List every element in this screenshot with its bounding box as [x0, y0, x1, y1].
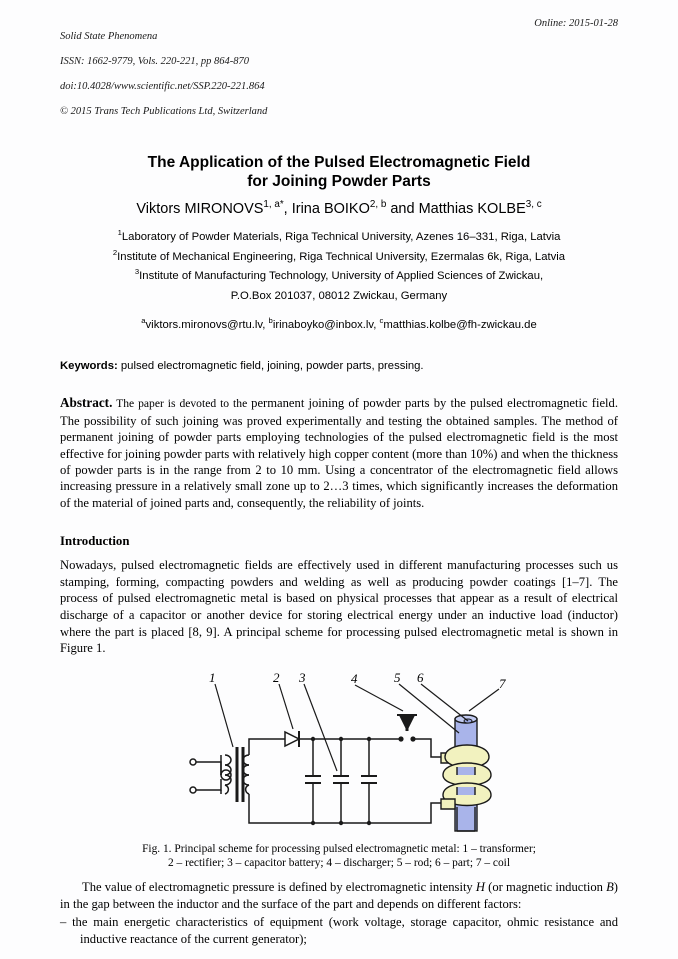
- circuit-diagram-svg: [169, 671, 509, 836]
- input-wire-bottom: [196, 779, 221, 790]
- keywords-label: Keywords:: [60, 360, 118, 373]
- figure-label-1: 1: [209, 670, 216, 685]
- figure-label-6: 6: [417, 670, 424, 685]
- email-b[interactable]: irinaboyko@inbox.lv,: [272, 319, 380, 332]
- author-2-name: Irina BOIKO: [291, 201, 370, 218]
- figure-caption-line-2: 2 – rectifier; 3 – capacitor battery; 4 – discharger; 5 – rod; 6 – part; 7 – coil: [167, 857, 511, 870]
- title-line-1: The Application of the Pulsed Electromagnetic Field: [147, 154, 531, 172]
- rod-front-1: [457, 767, 475, 775]
- factor-text: the main energetic characteristics of equipment (work voltage, storage capacitor, ohmic resistance and inductive reactance of the current generator);: [72, 915, 618, 946]
- keywords-values: pulsed electromagnetic field, joining, powder parts, pressing.: [117, 360, 424, 373]
- section-heading-introduction: Introduction: [60, 534, 130, 549]
- rod-front-3: [457, 807, 475, 829]
- figure-label-3: 3: [299, 670, 306, 685]
- closing-text-mid: (or magnetic induction: [485, 879, 607, 894]
- copyright-line: © 2015 Trans Tech Publications Ltd, Switzerland: [60, 106, 268, 118]
- wire-to-coil-top: [413, 739, 441, 757]
- secondary-lead-bottom: [249, 794, 269, 823]
- transformer-secondary-arc-4: [246, 785, 249, 794]
- input-terminal-bottom-icon: [190, 787, 196, 793]
- email-b-marker: b: [268, 316, 273, 326]
- transformer-core: [237, 747, 243, 802]
- figure-caption-line-1: Fig. 1. Principal scheme for processing pulsed electromagnetic metal: 1 – transformer;: [142, 842, 536, 855]
- affiliation-3-address: P.O.Box 201037, 08012 Zwickau, Germany: [230, 289, 448, 302]
- figure-label-4: 4: [351, 670, 358, 686]
- closing-text-after: ) in the gap between the inductor and the surface of the part and depends on different factors:: [60, 879, 618, 911]
- abstract-text: permanent joining of powder parts by the pulsed electromagnetic field. The possibility of such joining was proved experimentally and testing the obtained samples. The method of permanent joining of powder parts employing technologies of the pulsed electromagnetic field is the most effective for joining powder parts with relatively high copper content (more than 10%) and when the thickness of powder parts is in the range from 2 to 10 mm. Using a concentrator of the electromagnetic field allows increasing pressure in a relatively small zone up to 2…3 times, which significantly increases the deformation of the material of joined parts and, consequently, the reliability of joints.: [60, 396, 618, 510]
- email-list: [60, 317, 618, 333]
- input-terminal-top-icon: [190, 759, 196, 765]
- journal-name: Solid State Phenomena: [60, 30, 158, 42]
- publication-header: [60, 18, 618, 131]
- wire-to-coil-bottom: [401, 803, 441, 823]
- factor-list-item-1: [60, 914, 618, 947]
- affiliation-1-text: Laboratory of Powder Materials, Riga Technical University, Azenes 16–331, Riga, Latvia: [121, 231, 561, 244]
- affiliation-3-text: Institute of Manufacturing Technology, University of Applied Sciences of Zwickau,: [139, 270, 544, 283]
- factor-dash: –: [60, 915, 73, 930]
- email-a-marker: a: [141, 316, 146, 326]
- figure-number-labels: [209, 671, 506, 691]
- variable-h: H: [475, 879, 486, 894]
- email-c-marker: c: [379, 316, 384, 326]
- keywords-line: [60, 359, 618, 374]
- email-c[interactable]: matthias.kolbe@fh-zwickau.de: [383, 319, 537, 332]
- rectifier-diode-icon: [285, 732, 299, 746]
- title-line-2: for Joining Powder Parts: [247, 173, 431, 191]
- issn-line: ISSN: 1662-9779, Vols. 220-221, pp 864-870: [60, 55, 249, 67]
- discharger-icon: [397, 715, 417, 731]
- circuit-diagram: [169, 671, 509, 836]
- closing-text-before: The value of electromagnetic pressure is defined by electromagnetic intensity: [82, 879, 476, 894]
- affiliation-3-marker: 3: [134, 267, 140, 277]
- affiliation-1-marker: 1: [117, 228, 122, 238]
- affiliation-3: [60, 267, 618, 286]
- author-3-name: Matthias KOLBE: [418, 201, 526, 218]
- title-block: [60, 153, 618, 333]
- author-1-affiliation-marker: 1, a*: [263, 199, 284, 211]
- rod-front-2: [457, 787, 475, 795]
- affiliation-2-marker: 2: [112, 248, 118, 258]
- figure-1: [60, 671, 618, 871]
- affiliation-1: [60, 228, 618, 247]
- affiliation-list: [60, 228, 618, 305]
- online-date: Online: 2015-01-28: [534, 18, 618, 29]
- publication-info: [60, 18, 267, 131]
- figure-label-2: 2: [273, 670, 280, 685]
- figure-label-5: 5: [394, 670, 401, 685]
- input-wire-top: [196, 762, 221, 775]
- abstract-section: [60, 395, 618, 511]
- author-2-affiliation-marker: 2, b: [369, 199, 387, 211]
- variable-b: B: [606, 879, 614, 894]
- author-separator-2: and: [386, 201, 419, 218]
- introduction-paragraph: Nowadays, pulsed electromagnetic fields are effectively used in different manufacturing processes such us stamping, forming, compacting powders and welding as well as producing powder coatings [1–7]. The process of pulsed electromagnetic metal is based on physical processes that appear as a result of electrical discharge of a capacitor or another device for storing electrical energy under an inductive load (inductor) where the part is placed [8, 9]. A principal scheme for processing pulsed electromagnetic metal is shown in Figure 1.: [60, 558, 618, 656]
- email-a[interactable]: viktors.mironovs@rtu.lv,: [145, 319, 269, 332]
- author-3-affiliation-marker: 3, c: [525, 199, 542, 211]
- coil-lead-bottom: [441, 799, 455, 809]
- abstract-lead: The paper is devoted to the: [112, 397, 252, 411]
- figure-label-7: 7: [499, 675, 506, 691]
- abstract-label: Abstract.: [60, 395, 113, 411]
- page-title: [60, 153, 618, 191]
- secondary-lead-top: [249, 739, 269, 755]
- author-list: [60, 200, 618, 219]
- author-separator-1: ,: [283, 201, 292, 218]
- transformer-primary-arc-3: [225, 755, 231, 765]
- closing-paragraph: [60, 879, 618, 912]
- junction-dots: [311, 736, 416, 825]
- affiliation-2: [60, 248, 618, 267]
- affiliation-2-text: Institute of Mechanical Engineering, Riga Technical University, Ezermalas 6k, Riga, Latvia: [117, 250, 566, 263]
- author-1-name: Viktors MIRONOVS: [136, 201, 264, 218]
- rod-and-coil-assembly: [441, 715, 491, 831]
- doi-line: doi:10.4028/www.scientific.net/SSP.220-221.864: [60, 80, 265, 92]
- figure-caption: [60, 842, 618, 871]
- transformer-primary-arc-4: [225, 785, 228, 794]
